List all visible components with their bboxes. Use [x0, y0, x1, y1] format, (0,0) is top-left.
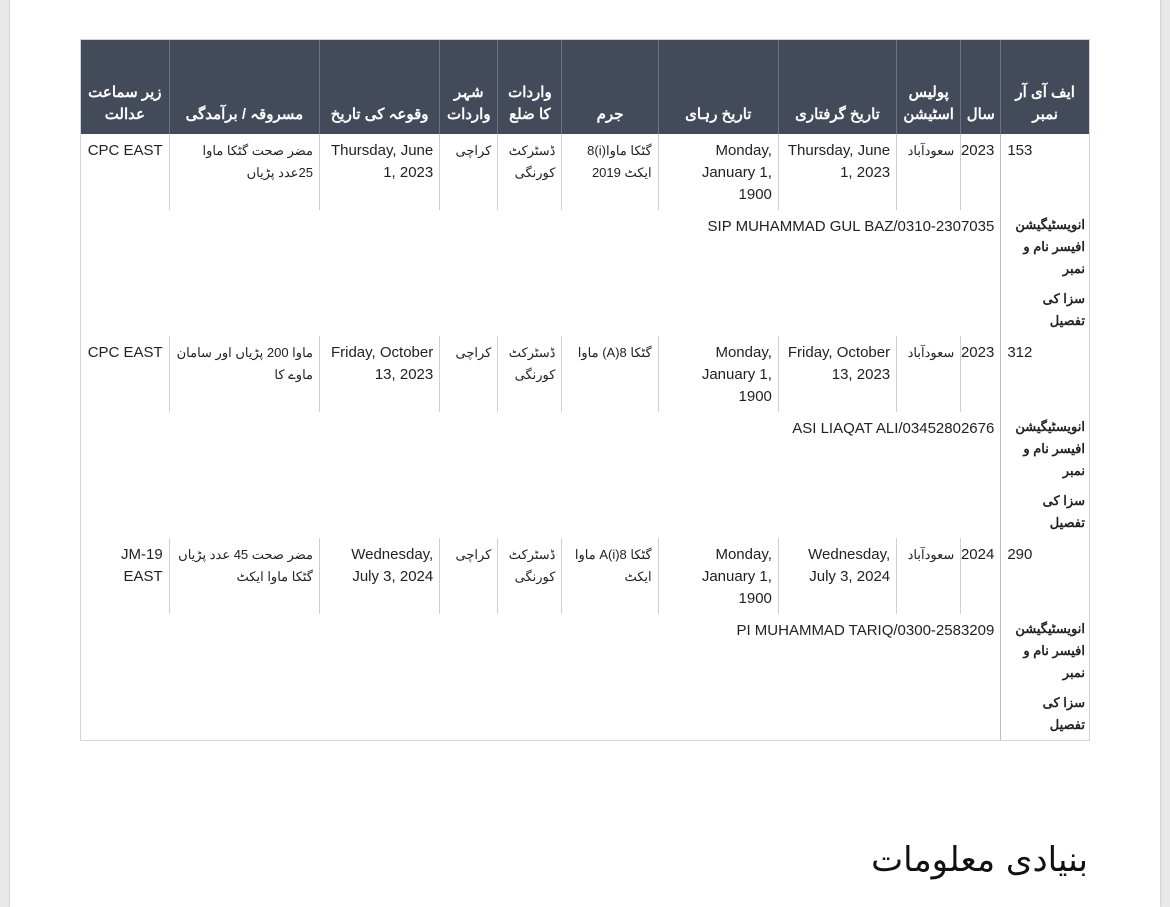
fir-number: 290	[1001, 538, 1089, 614]
release-date: Monday, January 1, 1900	[658, 336, 778, 412]
document-page	[10, 0, 1160, 907]
district: ڈسٹرکٹ کورنگی	[498, 336, 562, 412]
col-header-incident-date: وقوعہ کی تاریخ	[320, 40, 440, 134]
sentence-value	[81, 688, 1001, 740]
officer-label: انویسٹیگیشن افیسر نام و نمبر	[1001, 614, 1089, 688]
arrest-date: Thursday, June 1, 2023	[778, 134, 896, 210]
city: کراچی	[440, 134, 498, 210]
incident-date: Friday, October 13, 2023	[320, 336, 440, 412]
police-station: سعودآباد	[897, 134, 961, 210]
city: کراچی	[440, 538, 498, 614]
sentence-label: سزا کی تفصیل	[1001, 486, 1089, 538]
officer-label: انویسٹیگیشن افیسر نام و نمبر	[1001, 412, 1089, 486]
crime: گٹکا A(i)8 ماوا ایکٹ	[562, 538, 658, 614]
fir-number: 312	[1001, 336, 1089, 412]
col-header-city: شہر واردات	[440, 40, 498, 134]
fir-number: 153	[1001, 134, 1089, 210]
recovery: مضر صحت گٹکا ماوا 25عدد پڑیاں	[169, 134, 319, 210]
table-header-row	[81, 40, 1089, 134]
section-heading: بنیادی معلومات	[871, 840, 1088, 880]
district: ڈسٹرکٹ کورنگی	[498, 134, 562, 210]
officer-value: ASI LIAQAT ALI/03452802676	[792, 420, 995, 437]
court: JM-19 EAST	[121, 546, 163, 585]
sentence-row	[81, 688, 1089, 740]
sentence-row	[81, 486, 1089, 538]
police-station: سعودآباد	[897, 336, 961, 412]
district: ڈسٹرکٹ کورنگی	[498, 538, 562, 614]
arrest-date: Wednesday, July 3, 2024	[778, 538, 896, 614]
col-header-station: پولیس اسٹیشن	[897, 40, 961, 134]
incident-date: Wednesday, July 3, 2024	[320, 538, 440, 614]
incident-date: Thursday, June 1, 2023	[320, 134, 440, 210]
sentence-label: سزا کی تفصیل	[1001, 284, 1089, 336]
release-date: Monday, January 1, 1900	[658, 134, 778, 210]
release-date: Monday, January 1, 1900	[658, 538, 778, 614]
col-header-district: واردات کا ضلع	[498, 40, 562, 134]
col-header-fir: ایف آی آر نمبر	[1001, 40, 1089, 134]
arrest-date: Friday, October 13, 2023	[778, 336, 896, 412]
officer-value: PI MUHAMMAD TARIQ/0300-2583209	[736, 622, 995, 639]
police-station: سعودآباد	[897, 538, 961, 614]
table-row	[81, 336, 1089, 412]
year: 2023	[961, 134, 1001, 210]
sentence-value	[81, 284, 1001, 336]
court: CPC EAST	[87, 344, 163, 361]
col-header-release-date: تاریخ رہای	[658, 40, 778, 134]
recovery: ماوا 200 پڑیاں اور سامان ماوے کا	[169, 336, 319, 412]
crime: گٹکا ماوا(i)8 ایکٹ 2019	[562, 134, 658, 210]
officer-row	[81, 412, 1089, 486]
col-header-recovery: مسروقہ / برآمدگی	[169, 40, 319, 134]
year: 2024	[961, 538, 1001, 614]
officer-row	[81, 614, 1089, 688]
city: کراچی	[440, 336, 498, 412]
table-row	[81, 134, 1089, 210]
sentence-value	[81, 486, 1001, 538]
sentence-row	[81, 284, 1089, 336]
year: 2023	[961, 336, 1001, 412]
fir-table-container	[80, 39, 1090, 741]
crime: گٹکا 8(A) ماوا	[562, 336, 658, 412]
court: CPC EAST	[87, 142, 163, 159]
col-header-year: سال	[961, 40, 1001, 134]
officer-label: انویسٹیگیشن افیسر نام و نمبر	[1001, 210, 1089, 284]
col-header-court: زیر سماعت عدالت	[81, 40, 169, 134]
col-header-crime: جرم	[562, 40, 658, 134]
col-header-arrest-date: تاریخ گرفتاری	[778, 40, 896, 134]
fir-table	[81, 40, 1089, 740]
officer-value: SIP MUHAMMAD GUL BAZ/0310-2307035	[707, 218, 995, 235]
table-row	[81, 538, 1089, 614]
officer-row	[81, 210, 1089, 284]
sentence-label: سزا کی تفصیل	[1001, 688, 1089, 740]
recovery: مضر صحت 45 عدد پڑیاں گٹکا ماوا ایکٹ	[169, 538, 319, 614]
